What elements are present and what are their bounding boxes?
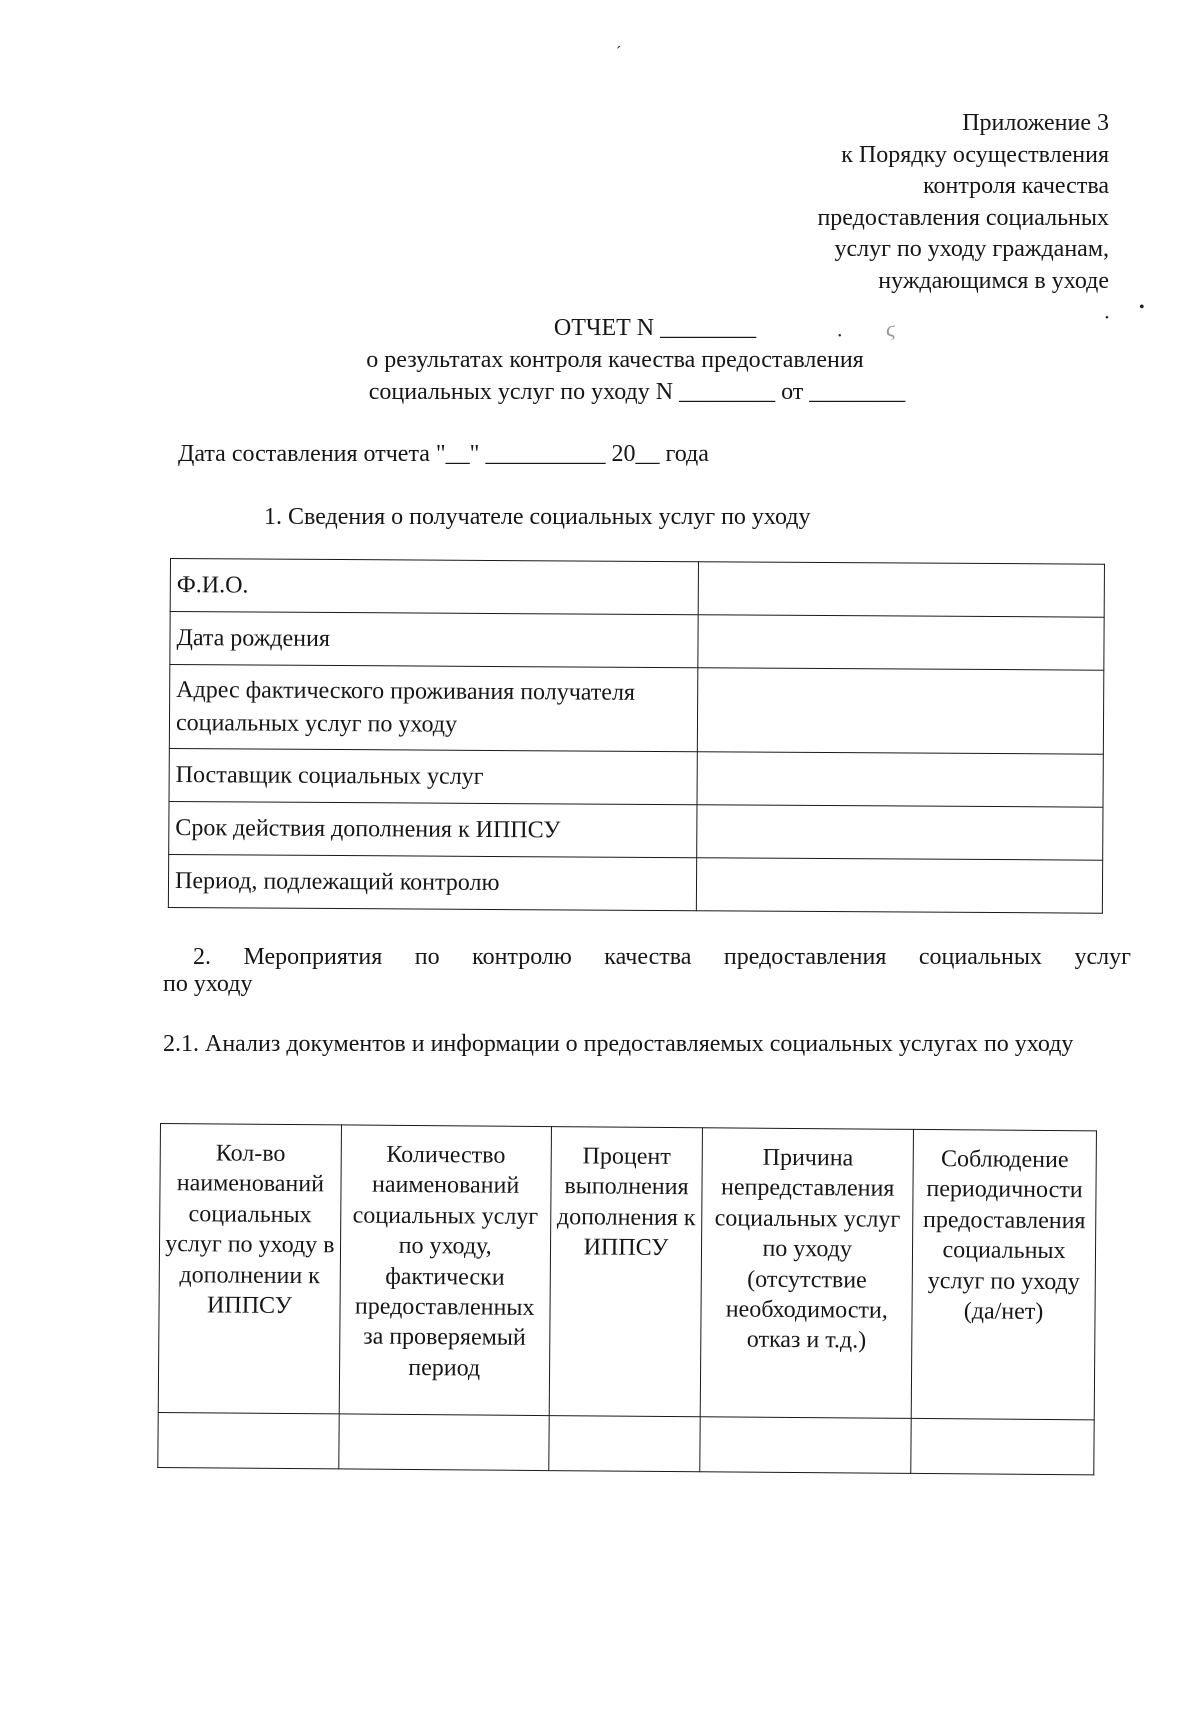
field-label: Адрес фактического проживания получателя социальных услуг по уходу bbox=[169, 665, 698, 752]
annex-line: услуг по уходу гражданам, bbox=[834, 236, 1109, 263]
field-value bbox=[698, 562, 1104, 617]
report-reference: социальных услуг по уходу N ________ от ________ bbox=[368, 379, 906, 405]
title-word: 2. bbox=[193, 944, 211, 970]
field-label: Ф.И.О. bbox=[170, 559, 698, 615]
title-word: качества bbox=[604, 944, 692, 970]
scan-speck: • bbox=[1139, 299, 1145, 316]
field-label: Срок действия дополнения к ИППСУ bbox=[169, 801, 697, 857]
title-word: услуг bbox=[1074, 944, 1131, 970]
table-header-row bbox=[158, 1124, 1096, 1420]
report-title bbox=[0, 312, 1200, 408]
annex-header bbox=[817, 108, 1109, 298]
scan-speck: • bbox=[838, 331, 842, 342]
report-subject: о результатах контроля качества предоставления bbox=[366, 347, 864, 373]
column-header: Кол-во наименований социальных услуг по уходу в дополнении к ИППСУ bbox=[158, 1124, 341, 1414]
column-header: Причина непредставления социальных услуг по уходу (отсутствие необходимости, отказ и т.д.) bbox=[701, 1128, 914, 1419]
recipient-info-table bbox=[168, 558, 1105, 914]
title-word: Мероприятия bbox=[243, 944, 383, 970]
field-label: Период, подлежащий контролю bbox=[168, 854, 696, 910]
annex-line: предоставления социальных bbox=[817, 204, 1109, 231]
scan-speck: ˊ bbox=[616, 44, 622, 61]
table-row bbox=[168, 854, 1102, 913]
table-row bbox=[169, 665, 1103, 755]
column-header: Количество наименований социальных услуг по уходу, фактически предоставленных за проверяемый период bbox=[339, 1125, 551, 1416]
scan-speck: • bbox=[1105, 312, 1109, 324]
title-word: по bbox=[414, 944, 440, 970]
empty-cell bbox=[700, 1417, 911, 1474]
section-2-title-tail: по уходу bbox=[163, 971, 253, 997]
section-2-1-title: 2.1. Анализ документов и информации о предоставляемых социальных услугах по уходу bbox=[163, 1031, 1074, 1057]
empty-cell bbox=[158, 1412, 339, 1468]
title-word: контролю bbox=[472, 944, 572, 970]
field-value bbox=[697, 668, 1104, 754]
table-row bbox=[170, 559, 1104, 618]
field-value bbox=[697, 752, 1103, 807]
annex-line: контроля качества bbox=[923, 173, 1109, 200]
column-header: Процент выполнения дополнения к ИППСУ bbox=[549, 1127, 703, 1417]
document-analysis-table bbox=[157, 1123, 1097, 1475]
field-label: Дата рождения bbox=[170, 612, 698, 668]
report-date-line: Дата составления отчета "__" __________ 20__ года bbox=[178, 441, 709, 467]
empty-cell bbox=[911, 1418, 1094, 1474]
field-value bbox=[697, 805, 1103, 860]
annex-line: нуждающимся в уходе bbox=[878, 267, 1109, 294]
table-row bbox=[158, 1412, 1094, 1474]
section-2-title-line bbox=[163, 944, 1131, 971]
column-header: Соблюдение периодичности предоставления социальных услуг по уходу (да/нет) bbox=[911, 1129, 1096, 1419]
scan-speck: ϛ bbox=[886, 316, 896, 341]
section-2-title bbox=[163, 944, 1131, 998]
empty-cell bbox=[548, 1416, 700, 1472]
table-row bbox=[169, 748, 1103, 807]
table-row bbox=[170, 612, 1104, 671]
section-1-title: 1. Сведения о получателе социальных услуг по уходу bbox=[264, 504, 811, 530]
report-number: ОТЧЕТ N ________ bbox=[553, 315, 757, 341]
table-row bbox=[169, 801, 1103, 860]
title-word: предоставления bbox=[723, 944, 887, 970]
annex-line: Приложение 3 bbox=[962, 110, 1109, 136]
field-value bbox=[698, 615, 1104, 670]
field-label: Поставщик социальных услуг bbox=[169, 748, 697, 804]
title-word: социальных bbox=[918, 944, 1042, 970]
field-value bbox=[696, 858, 1102, 913]
annex-line: к Порядку осуществления bbox=[841, 141, 1109, 168]
empty-cell bbox=[339, 1414, 549, 1471]
